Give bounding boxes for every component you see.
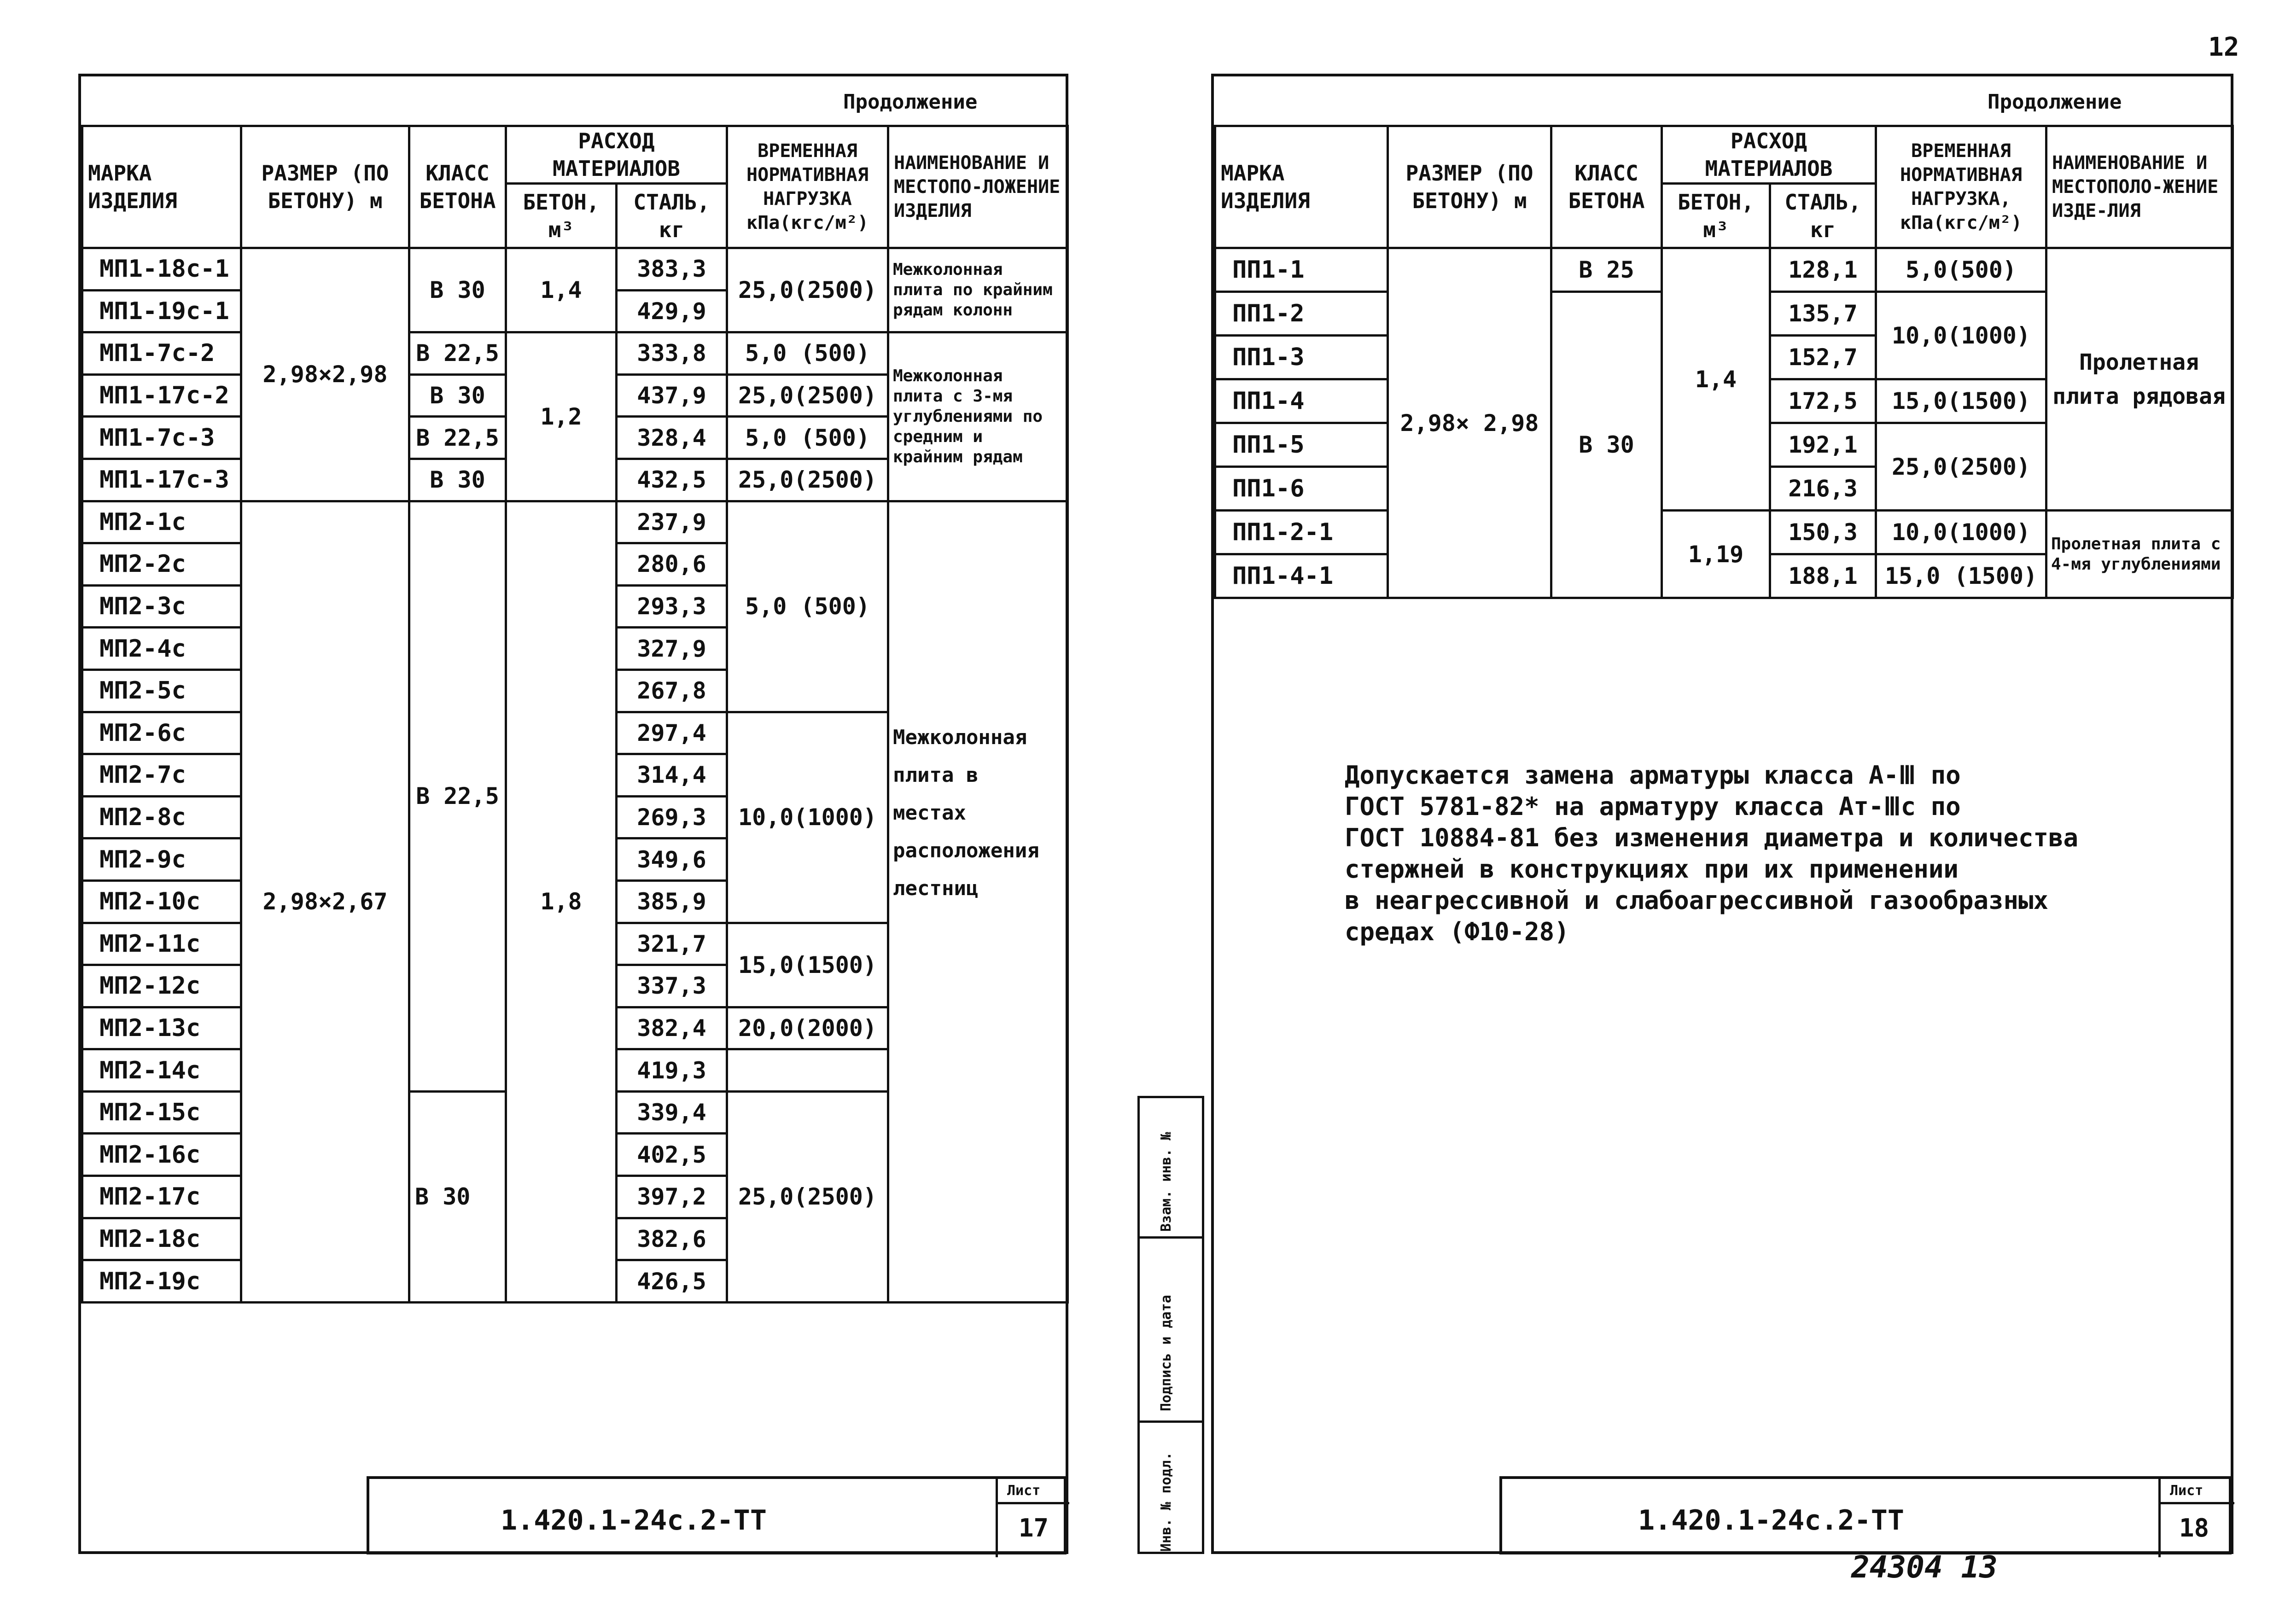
mark-cell: МП2-19с	[82, 1260, 241, 1303]
class-cell: В 22,5	[409, 501, 506, 1091]
header-size: РАЗМЕР (ПО БЕТОНУ) м	[241, 126, 409, 248]
load-cell: 15,0(1500)	[1876, 379, 2046, 423]
mark-cell: МП2-6с	[82, 712, 241, 754]
class-cell: В 30	[409, 1091, 506, 1302]
class-cell: В 22,5	[409, 332, 506, 375]
inventory-number: 24304 13	[1851, 1549, 1998, 1585]
load-cell: 5,0 (500)	[727, 332, 888, 375]
steel-cell: 328,4	[617, 417, 727, 459]
mark-cell: МП2-12с	[82, 965, 241, 1007]
mark-cell: МП2-16с	[82, 1134, 241, 1176]
left-spec-table	[81, 125, 1069, 1307]
class-cell: В 22,5	[409, 417, 506, 459]
note-line: ГОСТ 5781-82* на арматуру класса Ат-Ⅲс по	[1345, 792, 1961, 821]
mark-cell: ПП1-4-1	[1215, 554, 1388, 598]
header-load: ВРЕМЕННАЯ НОРМАТИВНАЯ НАГРУЗКА, кПа(кгс/м²)	[1876, 126, 2046, 248]
mark-cell: ПП1-2-1	[1215, 511, 1388, 554]
name-cell: Пролетная плита с 4-мя углублениями	[2046, 511, 2233, 598]
table-row	[1215, 511, 2233, 554]
mark-cell: МП1-17с-2	[82, 374, 241, 417]
mark-cell: МП2-1с	[82, 501, 241, 543]
steel-cell: 321,7	[617, 923, 727, 965]
mark-cell: МП2-5с	[82, 669, 241, 712]
note-text	[1345, 760, 2078, 948]
load-cell: 25,0(2500)	[727, 1091, 888, 1302]
table-row	[1215, 248, 2233, 292]
sheet-label: Лист	[2170, 1483, 2204, 1499]
table-row	[82, 248, 1068, 291]
steel-cell: 314,4	[617, 754, 727, 797]
steel-cell: 426,5	[617, 1260, 727, 1303]
table-row	[82, 332, 1068, 375]
mark-cell: МП2-7с	[82, 754, 241, 797]
size-cell: 2,98×2,67	[241, 501, 409, 1302]
mark-cell: МП1-7с-3	[82, 417, 241, 459]
steel-cell: 172,5	[1770, 379, 1876, 423]
mark-cell: МП2-18с	[82, 1218, 241, 1260]
mark-cell: ПП1-2	[1215, 292, 1388, 336]
mark-cell: МП2-4с	[82, 628, 241, 670]
steel-cell: 327,9	[617, 628, 727, 670]
class-cell: В 30	[409, 248, 506, 332]
name-cell: Межколонная плита по крайним рядам колонн	[888, 248, 1068, 332]
steel-cell: 397,2	[617, 1176, 727, 1218]
header-name: НАИМЕНОВАНИЕ И МЕСТОПОЛО-ЖЕНИЕ ИЗДЕ-ЛИЯ	[2046, 126, 2233, 248]
size-cell: 2,98×2,98	[241, 248, 409, 501]
steel-cell: 349,6	[617, 838, 727, 881]
steel-cell: 216,3	[1770, 467, 1876, 511]
header-class: КЛАСС БЕТОНА	[1551, 126, 1662, 248]
load-cell: 10,0(1000)	[727, 712, 888, 923]
load-cell: 10,0(1000)	[1876, 511, 2046, 554]
mark-cell: МП1-7с-2	[82, 332, 241, 375]
load-cell: 15,0(1500)	[727, 923, 888, 1007]
steel-cell: 339,4	[617, 1091, 727, 1134]
header-size: РАЗМЕР (ПО БЕТОНУ) м	[1388, 126, 1551, 248]
title-block-right	[1499, 1476, 2232, 1554]
load-cell: 25,0(2500)	[727, 374, 888, 417]
mark-cell: МП2-11с	[82, 923, 241, 965]
mark-cell: ПП1-4	[1215, 379, 1388, 423]
name-cell: Межколонная плита с 3-мя углублениями по средним и крайним рядам	[888, 332, 1068, 501]
document-code: 1.420.1-24с.2-ТТ	[501, 1504, 767, 1537]
header-consumption: РАСХОД МАТЕРИАЛОВ	[1662, 126, 1876, 184]
steel-cell: 402,5	[617, 1134, 727, 1176]
steel-cell: 269,3	[617, 796, 727, 838]
header-steel: СТАЛЬ, кг	[1770, 184, 1876, 248]
steel-cell: 385,9	[617, 880, 727, 923]
load-cell: 20,0(2000)	[727, 1007, 888, 1049]
header-mark: МАРКА ИЗДЕЛИЯ	[82, 126, 241, 248]
steel-cell: 382,6	[617, 1218, 727, 1260]
steel-cell: 337,3	[617, 965, 727, 1007]
steel-cell: 192,1	[1770, 423, 1876, 467]
load-cell: 25,0(2500)	[727, 248, 888, 332]
concrete-cell: 1,8	[506, 501, 617, 1302]
header-name: НАИМЕНОВАНИЕ И МЕСТОПО-ЛОЖЕНИЕ ИЗДЕЛИЯ	[888, 126, 1068, 248]
sheet-number: 17	[1019, 1513, 1049, 1543]
mark-cell: МП2-2с	[82, 543, 241, 586]
steel-cell: 135,7	[1770, 292, 1876, 336]
note-line: в неагрессивной и слабоагрессивной газообразных	[1345, 886, 2049, 915]
load-cell: 10,0(1000)	[1876, 292, 2046, 379]
load-cell: 5,0 (500)	[727, 501, 888, 712]
mark-cell: МП2-17с	[82, 1176, 241, 1218]
class-cell: В 30	[1551, 292, 1662, 598]
stamp-original-inv: Инв. № подл.	[1158, 1452, 1174, 1552]
concrete-cell: 1,4	[1662, 248, 1770, 511]
header-steel: СТАЛЬ, кг	[617, 184, 727, 248]
steel-cell: 267,8	[617, 669, 727, 712]
mark-cell: МП2-13с	[82, 1007, 241, 1049]
mark-cell: МП2-8с	[82, 796, 241, 838]
document-code: 1.420.1-24с.2-ТТ	[1638, 1504, 1904, 1537]
header-concrete-vol: БЕТОН, м³	[1662, 184, 1770, 248]
steel-cell: 150,3	[1770, 511, 1876, 554]
title-block-left	[367, 1476, 1067, 1554]
mark-cell: МП2-14с	[82, 1049, 241, 1092]
class-cell: В 30	[409, 374, 506, 417]
note-line: стержней в конструкциях при их применении	[1345, 855, 1959, 884]
class-cell: В 30	[409, 459, 506, 501]
steel-cell: 333,8	[617, 332, 727, 375]
steel-cell: 152,7	[1770, 336, 1876, 379]
steel-cell: 419,3	[617, 1049, 727, 1092]
steel-cell: 432,5	[617, 459, 727, 501]
page-number: 12	[2208, 32, 2239, 62]
mark-cell: МП2-3с	[82, 585, 241, 628]
size-cell: 2,98× 2,98	[1388, 248, 1551, 598]
steel-cell: 293,3	[617, 585, 727, 628]
steel-cell: 383,3	[617, 248, 727, 291]
approval-stamp	[1137, 1096, 1204, 1554]
load-cell: 25,0(2500)	[727, 459, 888, 501]
steel-cell: 382,4	[617, 1007, 727, 1049]
steel-cell: 437,9	[617, 374, 727, 417]
stamp-replaced-inv: Взам. инв. №	[1158, 1132, 1174, 1232]
mark-cell: МП1-19с-1	[82, 290, 241, 332]
header-consumption: РАСХОД МАТЕРИАЛОВ	[506, 126, 727, 184]
steel-cell: 188,1	[1770, 554, 1876, 598]
table-row	[82, 501, 1068, 543]
mark-cell: ПП1-3	[1215, 336, 1388, 379]
mark-cell: ПП1-1	[1215, 248, 1388, 292]
mark-cell: МП1-18с-1	[82, 248, 241, 291]
note-line: средах (Ф10-28)	[1345, 917, 1569, 946]
mark-cell: МП2-15с	[82, 1091, 241, 1134]
header-load: ВРЕМЕННАЯ НОРМАТИВНАЯ НАГРУЗКА кПа(кгс/м²)	[727, 126, 888, 248]
load-cell: 5,0(500)	[1876, 248, 2046, 292]
mark-cell: МП2-9с	[82, 838, 241, 881]
steel-cell: 429,9	[617, 290, 727, 332]
continuation-label: Продолжение	[1988, 90, 2122, 114]
right-spec-table	[1214, 125, 2234, 599]
stamp-signature-date: Подпись и дата	[1158, 1295, 1174, 1411]
mark-cell: ПП1-5	[1215, 423, 1388, 467]
continuation-label: Продолжение	[843, 90, 978, 114]
concrete-cell: 1,2	[506, 332, 617, 501]
name-cell: Межколонная плита в местах расположения лестниц	[888, 501, 1068, 1302]
load-cell: 5,0 (500)	[727, 417, 888, 459]
header-concrete-vol: БЕТОН, м³	[506, 184, 617, 248]
mark-cell: МП1-17с-3	[82, 459, 241, 501]
sheet-number: 18	[2179, 1513, 2209, 1543]
header-class: КЛАСС БЕТОНА	[409, 126, 506, 248]
name-cell: Пролетная плита рядовая	[2046, 248, 2233, 511]
steel-cell: 297,4	[617, 712, 727, 754]
steel-cell: 128,1	[1770, 248, 1876, 292]
concrete-cell: 1,19	[1662, 511, 1770, 598]
steel-cell: 237,9	[617, 501, 727, 543]
load-cell: 15,0 (1500)	[1876, 554, 2046, 598]
load-cell: 25,0(2500)	[1876, 423, 2046, 511]
mark-cell: ПП1-6	[1215, 467, 1388, 511]
steel-cell: 280,6	[617, 543, 727, 586]
concrete-cell: 1,4	[506, 248, 617, 332]
note-line: Допускается замена арматуры класса А-Ⅲ по	[1345, 761, 1961, 790]
sheet-label: Лист	[1007, 1483, 1041, 1499]
note-line: ГОСТ 10884-81 без изменения диаметра и количества	[1345, 823, 2079, 852]
header-mark: МАРКА ИЗДЕЛИЯ	[1215, 126, 1388, 248]
left-sheet	[78, 74, 1068, 1554]
mark-cell: МП2-10с	[82, 880, 241, 923]
class-cell: В 25	[1551, 248, 1662, 292]
